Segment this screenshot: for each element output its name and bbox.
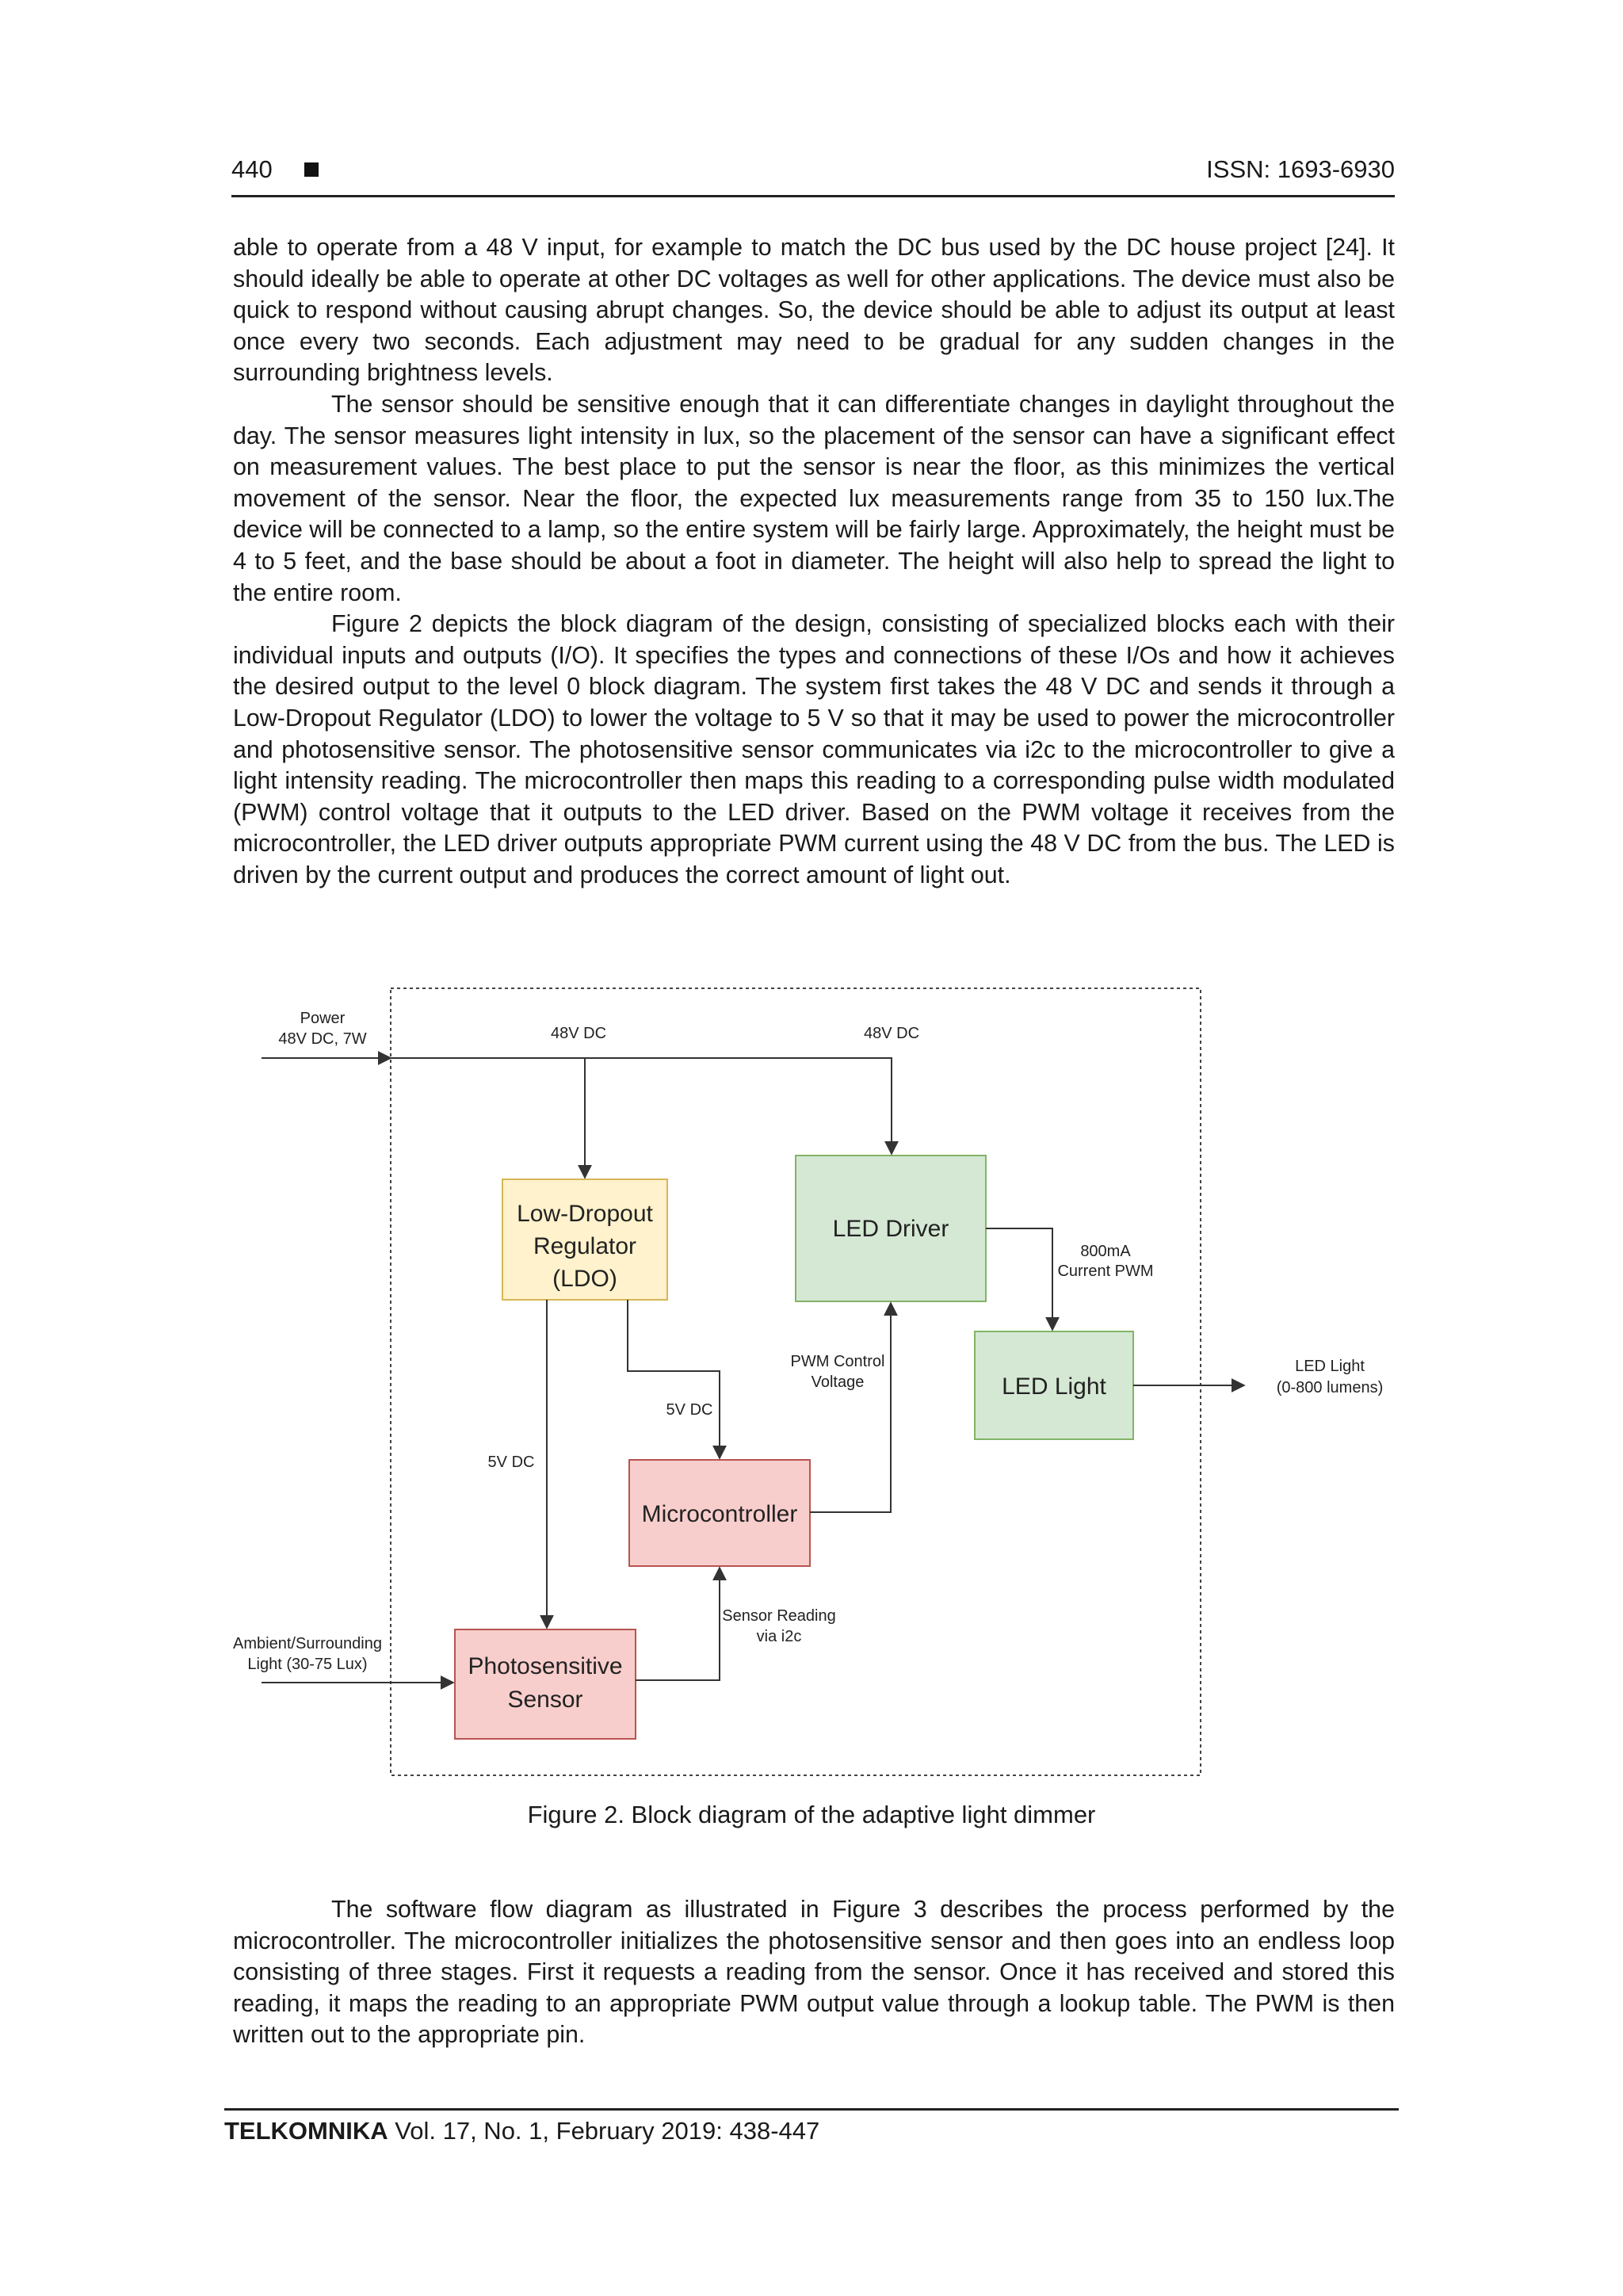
ldo-label-line1: Low-Dropout — [517, 1201, 653, 1227]
led-driver-label: LED Driver — [832, 1216, 949, 1242]
ldo-label-line3: (LDO) — [552, 1266, 617, 1292]
page-header — [231, 155, 1395, 197]
page-number: 440 — [231, 155, 273, 183]
dc5-label-mcu: 5V DC — [666, 1401, 713, 1419]
black-square-icon — [304, 162, 319, 177]
sensor-reading-label-1: Sensor Reading — [722, 1607, 836, 1625]
body-text-top — [233, 232, 1395, 891]
power-label-2: 48V DC, 7W — [278, 1030, 367, 1048]
journal-name: TELKOMNIKA — [224, 2117, 388, 2145]
driver-to-light — [986, 1228, 1052, 1330]
mcu-to-driver — [810, 1303, 891, 1512]
ambient-label-1: Ambient/Surrounding — [233, 1635, 382, 1652]
block-diagram-figure — [222, 975, 1411, 1783]
output-label-2: (0-800 lumens) — [1276, 1379, 1384, 1396]
current-label-2: Current PWM — [1057, 1263, 1154, 1280]
sensor-reading-label-2: via i2c — [756, 1628, 802, 1645]
pwm-label-2: Voltage — [811, 1373, 865, 1391]
sensor-label-line1: Photosensitive — [468, 1653, 623, 1679]
pwm-label-1: PWM Control — [790, 1353, 885, 1370]
power-label-1: Power — [300, 1010, 346, 1027]
paragraph: The software flow diagram as illustrated in Figure 3 describes the process performed by the microcontroller. The microcontroller initializes the photosensitive sensor and then goes into an endless loop consisting of three stages. First it requests a reading from the sensor. Once it has received and stored this reading, it maps the reading to an appropriate PWM output value through a lookup table. The PWM is then written out to the appropriate pin. — [233, 1896, 1395, 2049]
paragraph: Figure 2 depicts the block diagram of the design, consisting of specialized blocks each with their individual inputs and outputs (I/O). It specifies the types and connections of these I/Os and how it achieves the desired output to the level 0 block diagram. The system first takes the 48 V DC and sends it through a Low-Dropout Regulator (LDO) to lower the voltage to 5 V so that it may be used to power the microcontroller and photosensitive sensor. The photosensitive sensor communicates via i2c to the microcontroller to give a light intensity reading. The microcontroller then maps this reading to a corresponding pulse width modulated (PWM) control voltage that it outputs to the LED driver. Based on the PWM voltage it receives from the microcontroller, the LED driver outputs appropriate PWM current using the 48 V DC from the bus. The LED is driven by the current output and produces the correct amount of light out. — [233, 610, 1395, 888]
block-diagram — [222, 975, 1411, 1783]
ldo-to-mcu — [628, 1300, 720, 1458]
bus-label-left: 48V DC — [550, 1025, 607, 1042]
output-label-1: LED Light — [1295, 1358, 1365, 1375]
bus-48v — [391, 1058, 892, 1154]
paragraph: able to operate from a 48 V input, for example to match the DC bus used by the DC house project [24]. It should ideally be able to operate at other DC voltages as well for other applications. The device must also be quick to respond without causing abrupt changes. So, the device should be able to adjust its output at least once every two seconds. Each adjustment may need to be gradual for any sudden changes in the surrounding brightness levels. — [233, 234, 1395, 387]
sensor-to-mcu — [636, 1568, 720, 1680]
dc5-label-sensor: 5V DC — [487, 1454, 535, 1471]
body-text-bottom — [233, 1894, 1395, 2051]
paragraph: The sensor should be sensitive enough that it can differentiate changes in daylight throughout the day. The sensor measures light intensity in lux, so the placement of the sensor can have a significant effect on measurement values. The best place to put the sensor is near the floor, as this minimizes the vertical movement of the sensor. Near the floor, the expected lux measurements range from 35 to 150 lux.The device will be connected to a lamp, so the entire system will be fairly large. Approximately, the height must be 4 to 5 feet, and the base should be about a foot in diameter. The height will also help to spread the light to the entire room. — [233, 390, 1395, 606]
issn: ISSN: 1693-6930 — [1206, 155, 1395, 183]
citation: Vol. 17, No. 1, February 2019: 438-447 — [395, 2117, 820, 2145]
sensor-label-line2: Sensor — [507, 1687, 583, 1713]
led-light-label: LED Light — [1002, 1373, 1106, 1400]
photosensitive-sensor-block — [455, 1629, 636, 1739]
page-footer — [224, 2108, 1399, 2145]
figure-caption: Figure 2. Block diagram of the adaptive light dimmer — [527, 1801, 1096, 1828]
ambient-label-2: Light (30-75 Lux) — [247, 1656, 368, 1673]
bus-label-right: 48V DC — [863, 1025, 920, 1042]
ldo-label-line2: Regulator — [533, 1233, 637, 1259]
current-label-1: 800mA — [1080, 1243, 1131, 1260]
microcontroller-label: Microcontroller — [641, 1501, 798, 1527]
